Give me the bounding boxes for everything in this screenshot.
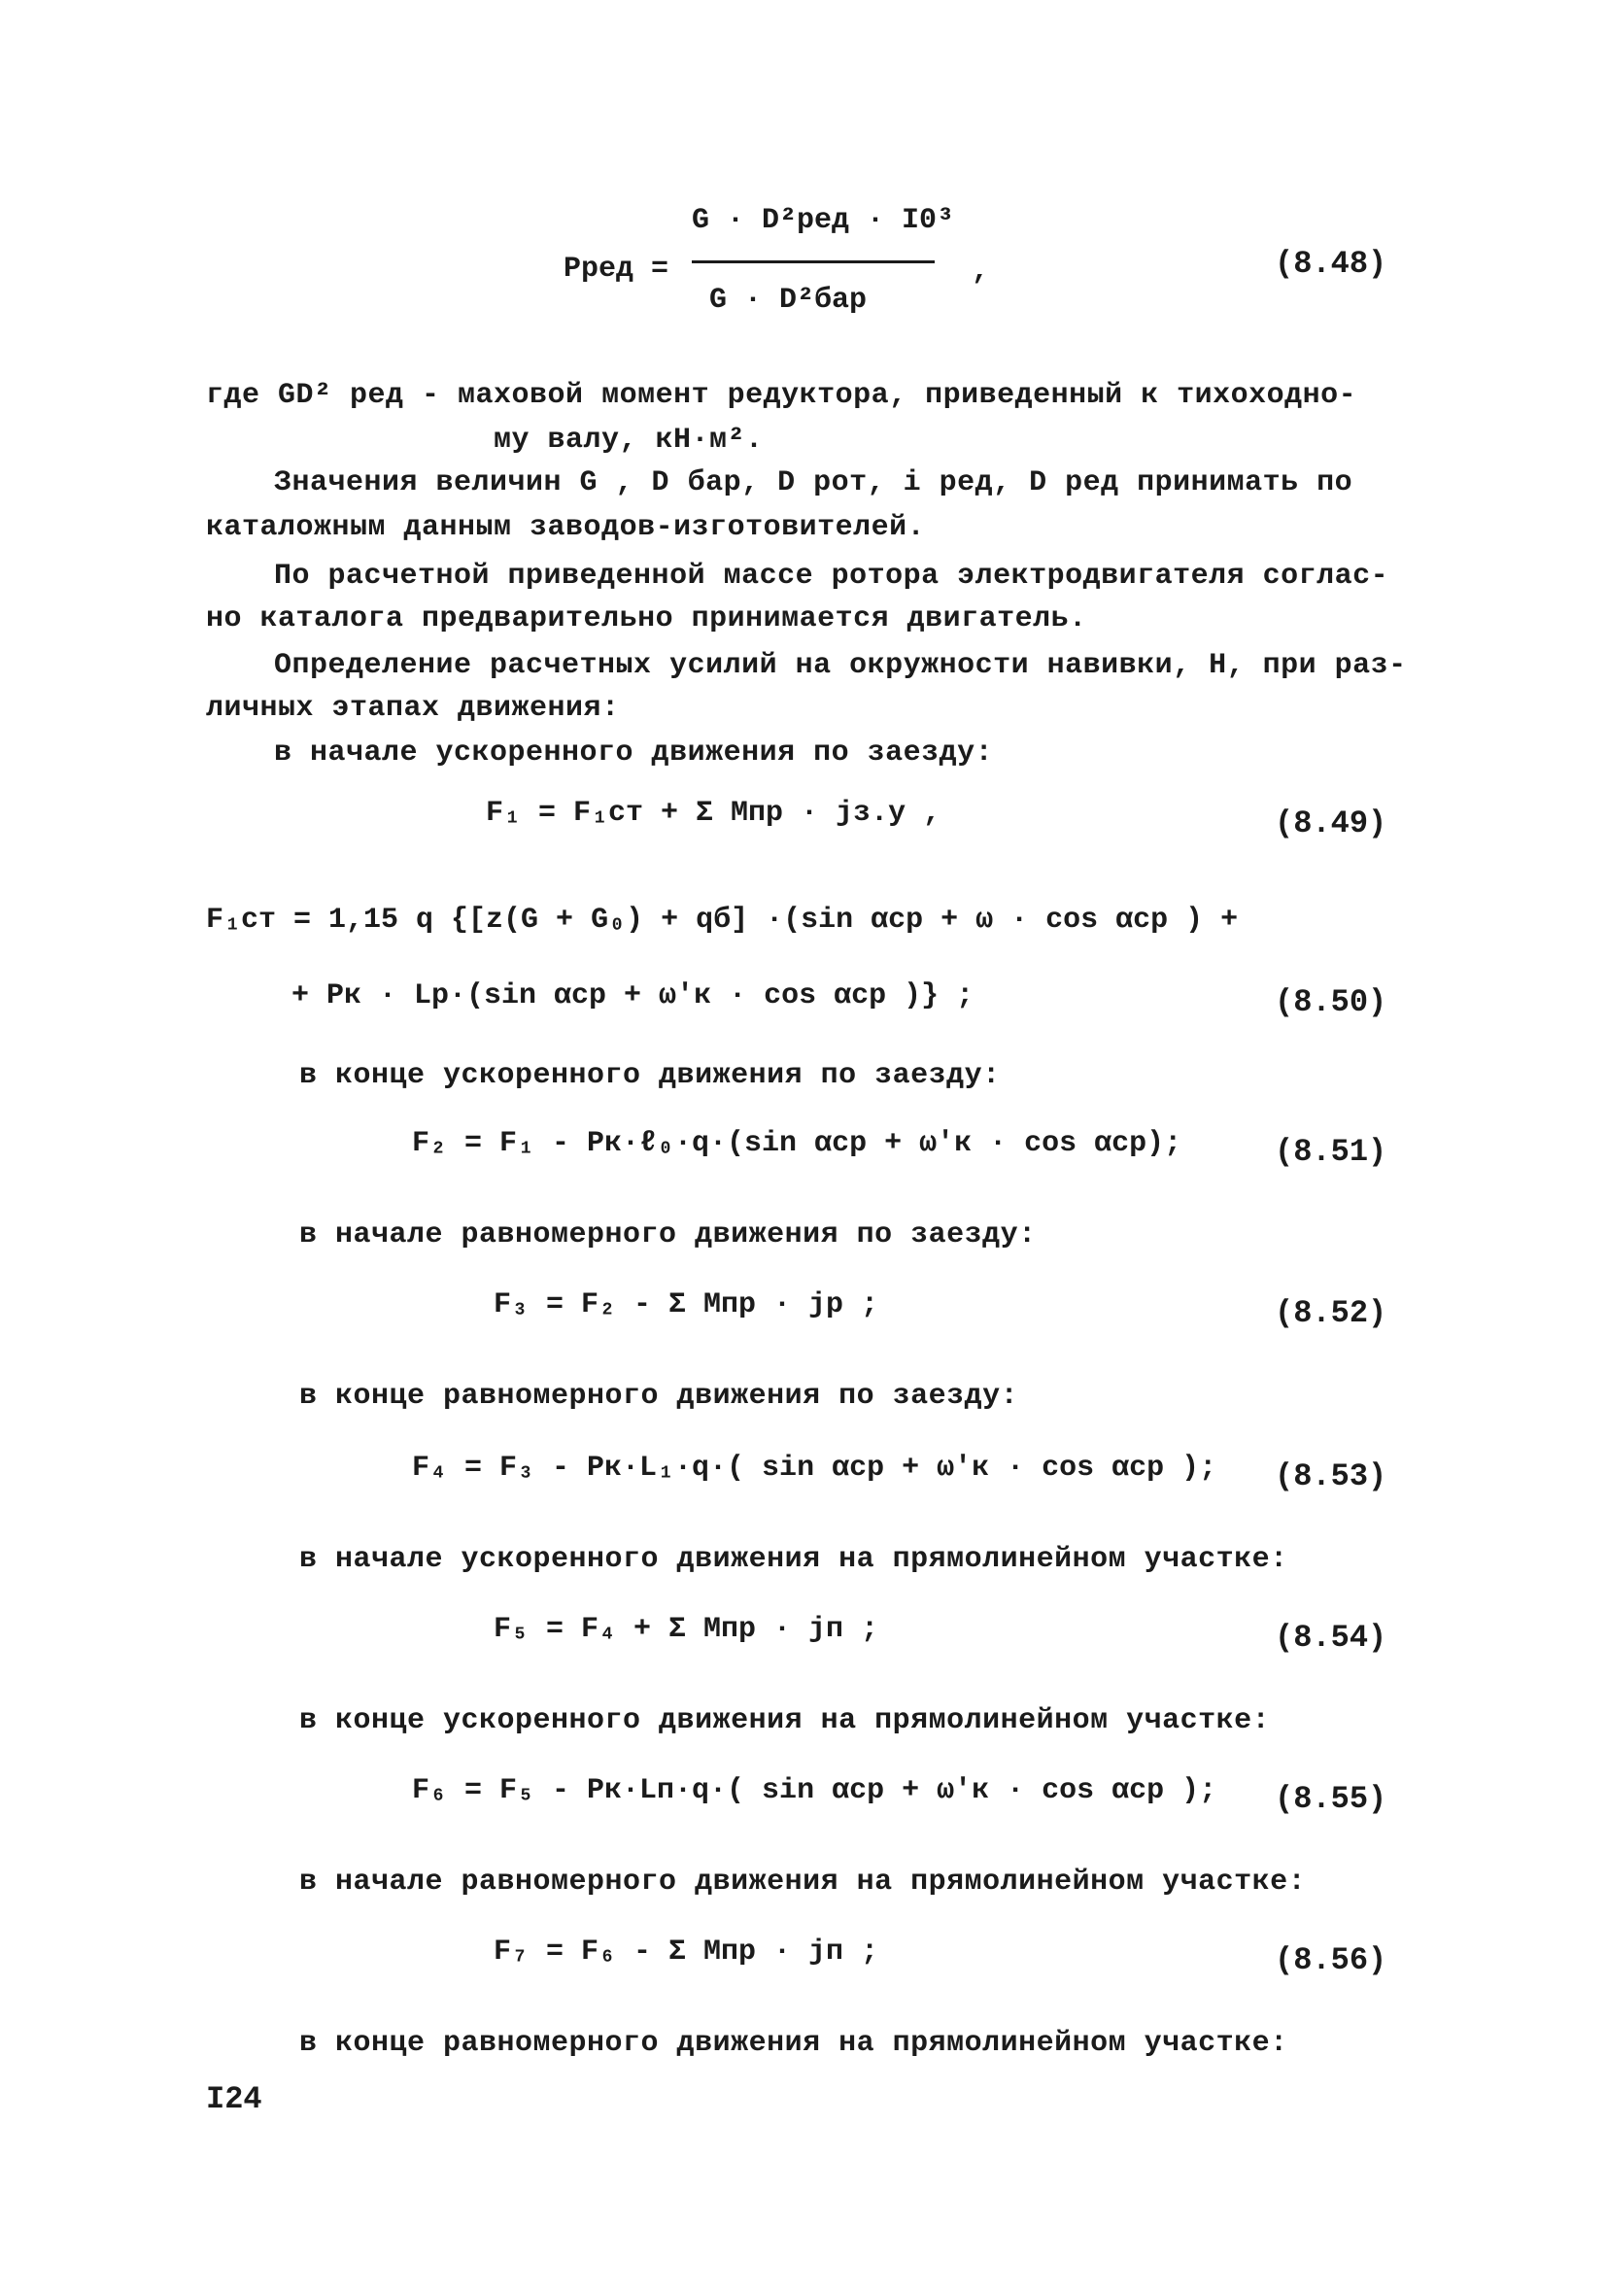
where-line-1: где GD² ред - маховой момент редуктора, приведенный к тихоходно- — [206, 379, 1357, 412]
forces-line-1: Определение расчетных усилий на окружности навивки, Н, при раз- — [274, 649, 1407, 682]
equation-number-8-51: (8.51) — [1275, 1134, 1387, 1170]
caption-8-52: в начале равномерного движения по заезду: — [299, 1218, 1037, 1251]
caption-8-49: в начале ускоренного движения по заезду: — [274, 737, 994, 770]
equation-8-53: F₄ = F₃ - Pк·L₁·q·( sin αср + ω'к · cos αср ); — [412, 1452, 1217, 1485]
formula-8-48-denominator: G · D²бар — [709, 284, 868, 317]
equation-8-51: F₂ = F₁ - Pк·ℓ₀·q·(sin αср + ω'к · cos αср); — [412, 1127, 1182, 1160]
equation-number-8-48: (8.48) — [1275, 246, 1387, 282]
values-line-1: Значения величин G , D бар, D рот, i ред, D ред принимать по — [274, 466, 1353, 499]
equation-8-49: F₁ = F₁ст + Σ Mпр · jз.у , — [486, 797, 941, 830]
caption-8-56: в начале равномерного движения на прямолинейном участке: — [299, 1866, 1307, 1899]
formula-8-48-comma: , — [972, 255, 990, 288]
rotor-line-1: По расчетной приведенной массе ротора электродвигателя соглас- — [274, 560, 1389, 593]
caption-8-57: в конце равномерного движения на прямолинейном участке: — [299, 2027, 1288, 2060]
equation-8-50-line-1: F₁ст = 1,15 q {[z(G + G₀) + qб] ·(sin αср + ω · cos αср ) + — [206, 904, 1239, 937]
equation-8-56: F₇ = F₆ - Σ Mпр · jп ; — [494, 1936, 879, 1969]
equation-8-54: F₅ = F₄ + Σ Mпр · jп ; — [494, 1613, 879, 1646]
equation-8-52: F₃ = F₂ - Σ Mпр · jр ; — [494, 1288, 879, 1321]
page-number: I24 — [206, 2081, 262, 2117]
equation-number-8-55: (8.55) — [1275, 1781, 1387, 1817]
equation-number-8-50: (8.50) — [1275, 984, 1387, 1020]
equation-number-8-49: (8.49) — [1275, 805, 1387, 841]
equation-number-8-52: (8.52) — [1275, 1295, 1387, 1331]
equation-number-8-53: (8.53) — [1275, 1458, 1387, 1494]
formula-8-48-numerator: G · D²ред · I0³ — [692, 204, 955, 237]
values-line-2: каталожным данным заводов-изготовителей. — [206, 511, 926, 544]
forces-line-2: личных этапах движения: — [206, 692, 620, 725]
equation-8-55: F₆ = F₅ - Pк·Lп·q·( sin αср + ω'к · cos αср ); — [412, 1774, 1217, 1807]
fraction-line — [692, 260, 935, 263]
where-line-2: му валу, кН·м². — [494, 424, 764, 457]
caption-8-54: в начале ускоренного движения на прямолинейном участке: — [299, 1543, 1288, 1576]
caption-8-55: в конце ускоренного движения на прямолинейном участке: — [299, 1704, 1271, 1737]
equation-number-8-54: (8.54) — [1275, 1620, 1387, 1656]
rotor-line-2: но каталога предварительно принимается двигатель. — [206, 602, 1087, 635]
equation-8-50-line-2: + Pк · Lр·(sin αср + ω'к · cos αср )} ; — [291, 979, 974, 1012]
caption-8-53: в конце равномерного движения по заезду: — [299, 1380, 1019, 1413]
caption-8-51: в конце ускоренного движения по заезду: — [299, 1059, 1001, 1092]
formula-8-48-lhs: Pред = — [564, 253, 669, 286]
equation-number-8-56: (8.56) — [1275, 1942, 1387, 1978]
